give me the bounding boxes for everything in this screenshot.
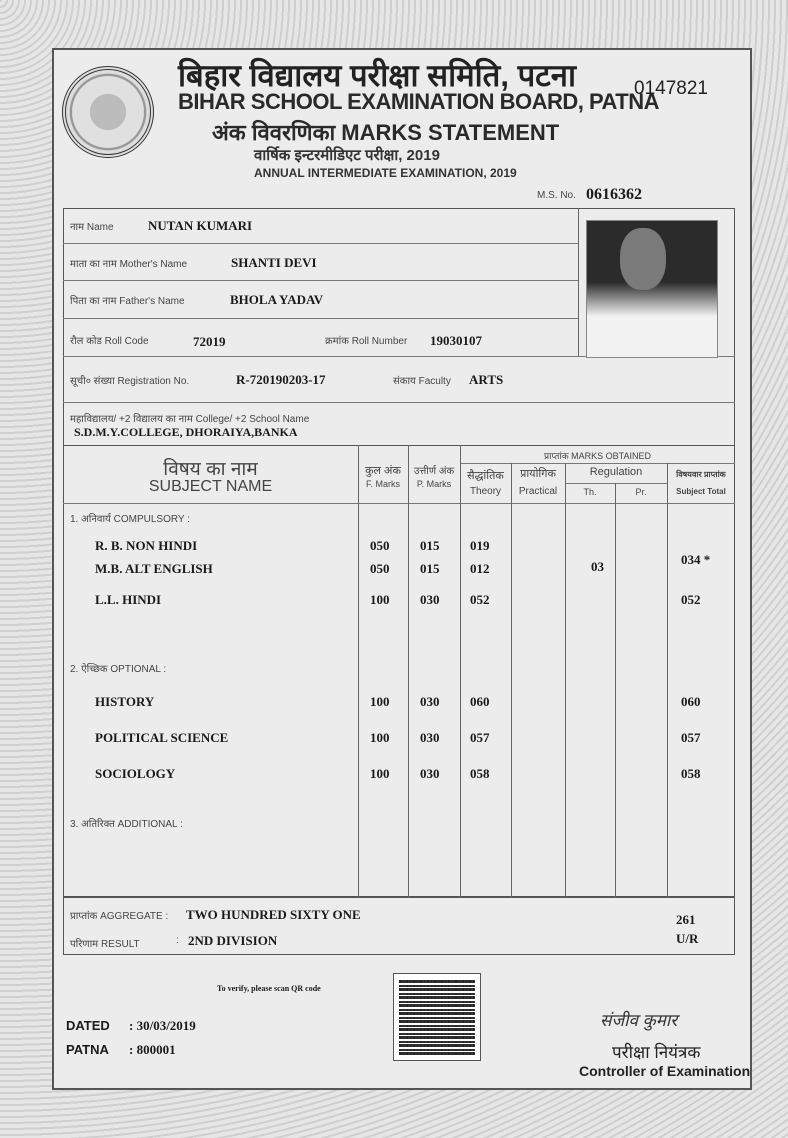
result-division: 2ND DIVISION bbox=[188, 933, 278, 948]
row-p: 030 bbox=[420, 694, 440, 709]
fmarks-header: F. Marks bbox=[365, 479, 400, 489]
row-total: 058 bbox=[681, 766, 701, 781]
aggregate-label: प्राप्तांक AGGREGATE : bbox=[70, 911, 169, 922]
regulation-header: Regulation bbox=[589, 466, 643, 478]
pmarks-header-hindi: उत्तीर्ण अंक bbox=[413, 466, 455, 477]
row-p: 015 bbox=[420, 561, 440, 576]
row-total: 060 bbox=[681, 694, 701, 709]
row-theory: 057 bbox=[470, 730, 490, 745]
roll-number: 19030107 bbox=[430, 333, 482, 348]
roll-code: 72019 bbox=[193, 334, 226, 349]
row-f: 100 bbox=[370, 730, 390, 745]
controller-signature: संजीव कुमार bbox=[600, 1011, 678, 1030]
fmarks-header-hindi: कुल अंक bbox=[365, 465, 401, 477]
row-subject: HISTORY bbox=[95, 694, 155, 709]
student-photo-face bbox=[620, 228, 666, 290]
roll-code-label: रौल कोड Roll Code bbox=[70, 336, 149, 347]
row-theory: 060 bbox=[470, 694, 490, 709]
theory-header-hindi: सैद्धांतिक bbox=[467, 470, 504, 482]
regulation-pr-header: Pr. bbox=[635, 487, 647, 497]
pin-value: : 800001 bbox=[129, 1042, 176, 1057]
father-name: BHOLA YADAV bbox=[230, 292, 324, 307]
qr-code[interactable] bbox=[393, 973, 481, 1061]
exam-name-english: ANNUAL INTERMEDIATE EXAMINATION, 2019 bbox=[254, 166, 517, 180]
row-p: 030 bbox=[420, 766, 440, 781]
combined-subject-total: 034 * bbox=[681, 552, 711, 567]
board-seal-logo bbox=[62, 66, 154, 158]
result-code: U/R bbox=[676, 931, 699, 946]
row-subject: M.B. ALT ENGLISH bbox=[95, 561, 213, 576]
marks-obtained-header: प्राप्तांक MARKS OBTAINED bbox=[544, 451, 651, 461]
aggregate-box bbox=[63, 897, 735, 955]
row-theory: 052 bbox=[470, 592, 490, 607]
row-p: 030 bbox=[420, 730, 440, 745]
faculty: ARTS bbox=[469, 372, 504, 387]
dated-value: : 30/03/2019 bbox=[129, 1018, 196, 1033]
compulsory-section-label: 1. अनिवार्य COMPULSORY : bbox=[70, 514, 190, 525]
mother-name: SHANTI DEVI bbox=[231, 255, 317, 270]
regulation-th-header: Th. bbox=[583, 487, 597, 497]
row-subject: L.L. HINDI bbox=[95, 592, 162, 607]
row-p: 030 bbox=[420, 592, 440, 607]
pmarks-header: P. Marks bbox=[416, 479, 452, 489]
aggregate-marks: 261 bbox=[676, 912, 696, 927]
result-separator: : bbox=[176, 935, 179, 946]
row-theory: 019 bbox=[470, 538, 490, 553]
optional-section-label: 2. ऐच्छिक OPTIONAL : bbox=[70, 664, 167, 675]
college-label: महाविद्यालय/ +2 विद्यालय का नाम College/ +2 School Name bbox=[70, 414, 310, 425]
father-label: पिता का नाम Father's Name bbox=[70, 296, 185, 307]
serial-number: 0147821 bbox=[634, 78, 708, 99]
mother-label: माता का नाम Mother's Name bbox=[70, 259, 188, 270]
row-subject: POLITICAL SCIENCE bbox=[95, 730, 229, 745]
subject-total-header: Subject Total bbox=[676, 487, 726, 496]
row-f: 050 bbox=[370, 538, 390, 553]
row-subject: R. B. NON HINDI bbox=[95, 538, 198, 553]
result-label: परिणाम RESULT bbox=[70, 939, 140, 950]
name-label: नाम Name bbox=[70, 222, 114, 233]
row-f: 100 bbox=[370, 766, 390, 781]
row-theory: 058 bbox=[470, 766, 490, 781]
additional-section-label: 3. अतिरिक्त ADDITIONAL : bbox=[70, 819, 183, 830]
ms-no-label: M.S. No. bbox=[537, 190, 576, 201]
controller-title-hindi: परीक्षा नियंत्रक bbox=[612, 1043, 701, 1062]
college-name: S.D.M.Y.COLLEGE, DHORAIYA,BANKA bbox=[74, 425, 298, 439]
roll-number-label: क्रमांक Roll Number bbox=[325, 336, 408, 347]
row-total: 057 bbox=[681, 730, 701, 745]
subject-header: SUBJECT NAME bbox=[148, 478, 273, 495]
theory-header: Theory bbox=[469, 486, 502, 497]
row-f: 050 bbox=[370, 561, 390, 576]
subject-header-hindi: विषय का नाम bbox=[163, 459, 258, 480]
faculty-label: संकाय Faculty bbox=[393, 376, 451, 387]
verify-text: To verify, please scan QR code bbox=[217, 984, 321, 993]
row-f: 100 bbox=[370, 592, 390, 607]
practical-header: Practical bbox=[518, 486, 558, 497]
registration-number: R-720190203-17 bbox=[236, 372, 326, 387]
row-f: 100 bbox=[370, 694, 390, 709]
practical-header-hindi: प्रायोगिक bbox=[520, 468, 556, 480]
row-theory: 012 bbox=[470, 561, 490, 576]
place-label: PATNA bbox=[66, 1042, 109, 1057]
student-name: NUTAN KUMARI bbox=[148, 218, 253, 233]
row-reg-th: 03 bbox=[591, 559, 604, 574]
subject-total-header-hindi: विषयवार प्राप्तांक bbox=[676, 470, 726, 479]
document-title: अंक विवरणिका MARKS STATEMENT bbox=[212, 120, 560, 145]
dated-label: DATED bbox=[66, 1018, 110, 1033]
ms-no-value: 0616362 bbox=[586, 186, 642, 203]
row-subject: SOCIOLOGY bbox=[95, 766, 176, 781]
board-name-english: BIHAR SCHOOL EXAMINATION BOARD, PATNA bbox=[178, 89, 659, 114]
row-total: 052 bbox=[681, 592, 701, 607]
aggregate-words: TWO HUNDRED SIXTY ONE bbox=[186, 907, 361, 922]
controller-title: Controller of Examination bbox=[579, 1063, 751, 1079]
registration-label: सूची० संख्या Registration No. bbox=[70, 376, 190, 387]
exam-name-hindi: वार्षिक इन्टरमीडिएट परीक्षा, 2019 bbox=[254, 147, 440, 164]
row-p: 015 bbox=[420, 538, 440, 553]
board-name-hindi: बिहार विद्यालय परीक्षा समिति, पटना bbox=[178, 58, 577, 93]
